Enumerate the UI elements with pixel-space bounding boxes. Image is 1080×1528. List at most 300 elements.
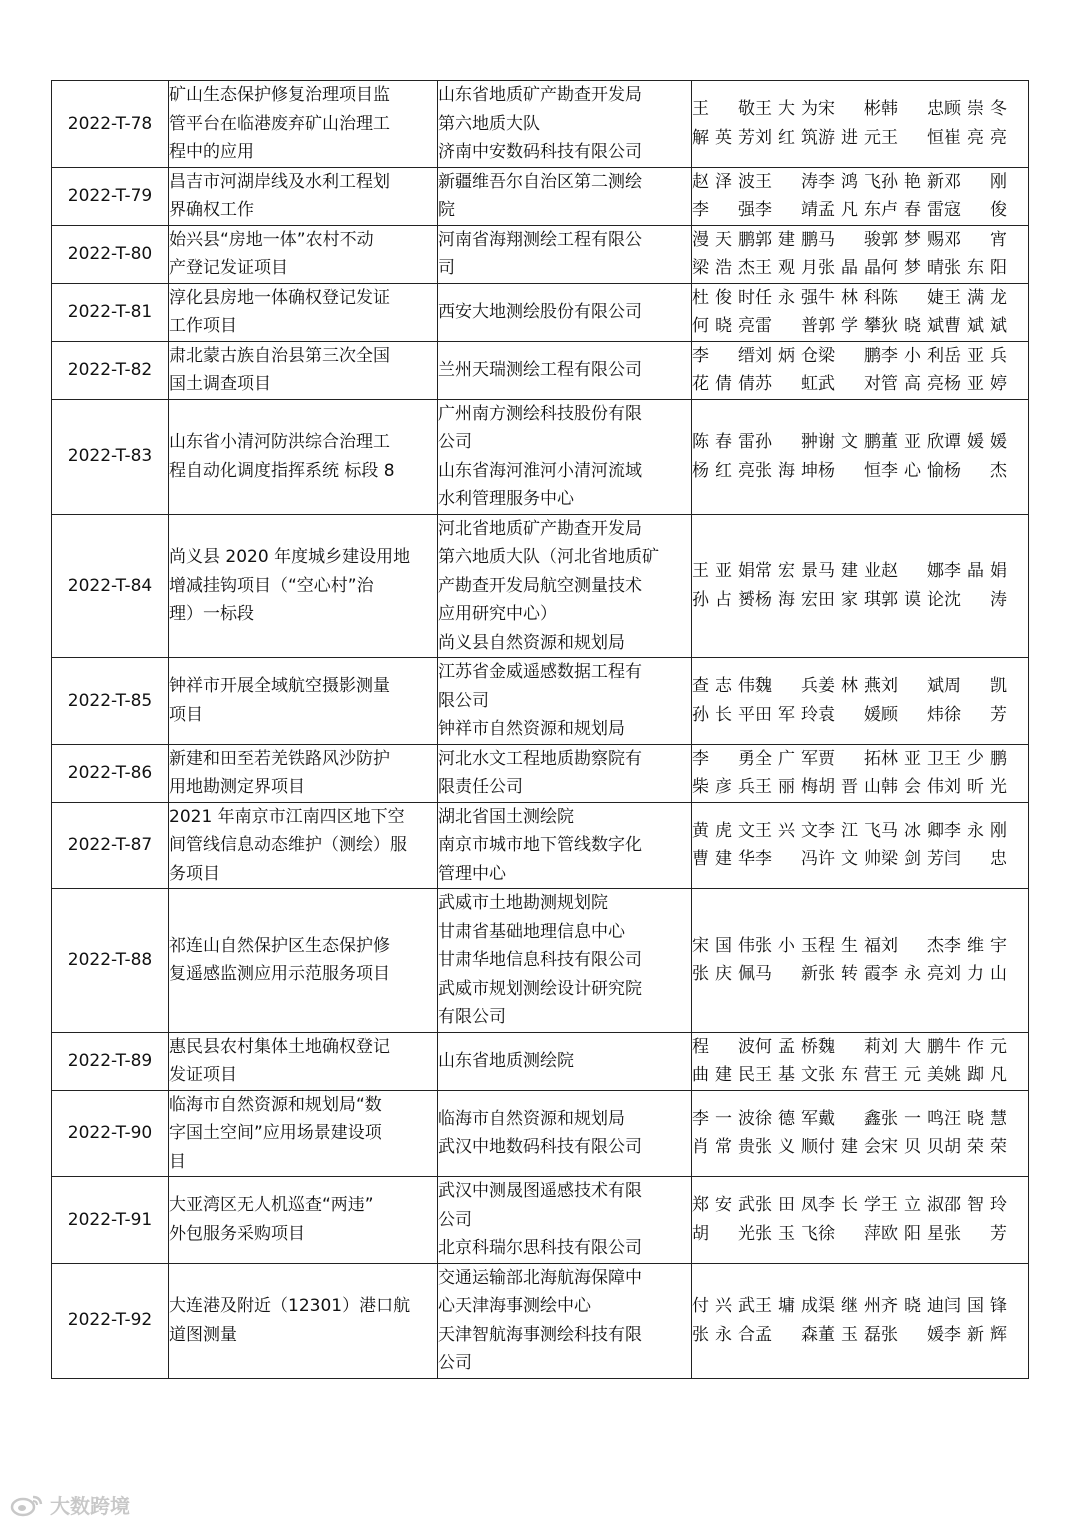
personnel [692,341,1029,399]
organization-line: 管理中心 [438,863,506,884]
person-name: 王 恒 [881,127,944,148]
person-name: 武 对 [818,374,881,394]
organizations [438,225,692,283]
project-name [169,1177,438,1264]
organization-line: 武汉中地数码科技有限公司 [438,1137,642,1158]
project-name-line: 程中的应用 [169,142,254,162]
personnel-line [692,1321,1028,1350]
personnel [692,744,1029,802]
award-id: 2022-T-81 [52,283,169,341]
person-name: 姜林燕 [818,676,881,697]
person-name: 张义顺 [755,1137,818,1158]
person-name: 黄虎文 [692,820,755,841]
person-name: 宋贝贝 [881,1137,944,1158]
person-name: 杨海宏 [755,589,818,610]
person-name: 寇 俊 [944,200,1007,220]
person-name: 王观月 [755,258,818,278]
organization-line: 公司 [438,1353,472,1373]
person-name: 魏 兵 [755,676,818,697]
person-name: 游进元 [818,127,881,148]
person-name: 王少鹏 [944,748,1007,769]
table-row [52,283,1029,341]
personnel-line [692,1292,1028,1321]
award-id: 2022-T-91 [52,1177,169,1264]
person-name: 韩 忠 [881,99,944,120]
person-name: 孟 森 [755,1324,818,1345]
person-name: 周 凯 [944,676,1007,697]
organization-line: 南京市城市地下管线数字化 [438,835,642,855]
person-name: 刘 杰 [881,935,944,956]
person-name: 杨 恒 [818,460,881,481]
organizations [438,658,692,745]
award-id: 2022-T-92 [52,1263,169,1378]
personnel-line [692,428,1028,457]
person-name: 姚踋凡 [944,1065,1007,1085]
person-name: 梁 鹏 [818,345,881,366]
person-name: 孙长平 [692,704,755,725]
person-name: 刘大鹏 [881,1036,944,1057]
person-name: 杨红亮 [692,460,755,481]
project-name [169,1263,438,1378]
watermark-text: 大数跨境 [50,1494,130,1518]
person-name: 孙占赟 [692,589,755,610]
project-name-line: 理）一标段 [169,604,254,624]
organization-line: 院 [438,200,455,220]
person-name: 解英芳 [692,127,755,148]
award-table [51,80,1029,1379]
person-name: 胡晋山 [818,777,881,797]
person-name: 张东营 [818,1065,881,1085]
personnel [692,1090,1029,1177]
person-name: 王丽梅 [755,777,818,797]
project-name-line: 惠民县农村集体土地确权登记 [169,1036,390,1057]
person-name: 李 冯 [755,849,818,870]
person-name: 张 媛 [881,1324,944,1345]
person-name: 郑安武 [692,1195,755,1216]
project-name [169,167,438,225]
project-name-line: 矿山生态保护修复治理项目监 [169,85,390,105]
person-name: 管高亮 [881,374,944,394]
person-name: 田军玲 [755,704,818,725]
person-name: 马 骏 [818,229,881,250]
person-name: 梁剑芳 [881,849,944,870]
person-name: 查志伟 [692,676,755,697]
person-name: 谢文鹏 [818,432,881,452]
person-name: 崔亮亮 [944,127,1007,148]
organization-line: 产勘查开发局航空测量技术 [438,575,642,596]
award-id: 2022-T-85 [52,658,169,745]
organization-line: 钟祥市自然资源和规划局 [438,719,625,739]
personnel [692,283,1029,341]
person-name: 贾 拓 [818,748,881,769]
organization-line: 应用研究中心） [438,604,557,624]
person-name: 花倩倩 [692,374,755,394]
organizations [438,1090,692,1177]
person-name: 马 新 [755,964,818,985]
person-name: 渠继州 [818,1296,881,1316]
personnel-line [692,284,1028,313]
person-name: 王 敬 [692,99,755,120]
personnel-line [692,932,1028,961]
person-name: 张晶晶 [818,258,881,278]
organization-line: 公司 [438,432,472,452]
personnel-line [692,960,1028,989]
weibo-logo-icon [10,1493,44,1517]
project-name [169,399,438,514]
person-name: 闫国锋 [944,1296,1007,1316]
organization-line: 河南省海翔测绘工程有限公 [438,229,642,250]
person-name: 卢春雷 [881,200,944,220]
personnel-line [692,817,1028,846]
person-name: 郭谟论 [881,589,944,610]
organization-line: 甘肃省基础地理信息中心 [438,921,625,942]
person-name: 王墉成 [755,1296,818,1316]
project-name-line: 尚义县 2020 年度城乡建设用地 [169,547,411,567]
personnel-line [692,1061,1028,1090]
organization-line: 尚义县自然资源和规划局 [438,632,625,653]
project-name-line: 国土调查项目 [169,374,271,394]
organization-line: 甘肃华地信息科技有限公司 [438,950,642,970]
award-id: 2022-T-83 [52,399,169,514]
award-id: 2022-T-79 [52,167,169,225]
person-name: 董亚欣 [881,432,944,452]
person-name: 徐德军 [755,1108,818,1129]
organization-line: 武威市规划测绘设计研究院 [438,978,642,999]
personnel [692,802,1029,889]
project-name [169,514,438,658]
person-name: 孟凡东 [818,200,881,220]
person-name: 李永亮 [881,964,944,985]
project-name [169,658,438,745]
person-name: 常宏景 [755,561,818,582]
project-name-line: 山东省小清河防洪综合治理工 [169,432,390,452]
project-name-line: 淳化县房地一体确权登记发证 [169,287,390,308]
person-name: 赵泽波 [692,171,755,192]
table-row [52,802,1029,889]
table-row [52,81,1029,168]
person-name: 袁 媛 [818,704,881,725]
award-id: 2022-T-78 [52,81,169,168]
person-name: 王大为 [755,99,818,120]
organization-line: 限责任公司 [438,777,523,797]
person-name: 张转霞 [818,964,881,985]
person-name: 李心愉 [881,460,944,481]
person-name: 杨亚婷 [944,374,1007,394]
watermark [10,1490,130,1519]
person-name: 闫 忠 [944,849,1007,870]
person-name: 李 缙 [692,345,755,366]
organizations [438,1263,692,1378]
person-name: 何孟桥 [755,1036,818,1057]
person-name: 张 芳 [944,1223,1007,1244]
person-name: 张永合 [692,1324,755,1345]
person-name: 戴 鑫 [818,1108,881,1129]
table-row [52,1032,1029,1090]
person-name: 狄晓斌 [881,316,944,336]
award-id: 2022-T-80 [52,225,169,283]
person-name: 刘力山 [944,964,1007,985]
person-name: 柴彦兵 [692,777,755,797]
person-name: 何梦晴 [881,258,944,278]
project-name [169,81,438,168]
person-name: 王基文 [755,1065,818,1085]
person-name: 张东阳 [944,258,1007,278]
person-name: 张小玉 [755,935,818,956]
person-name: 韩会伟 [881,777,944,797]
organizations [438,889,692,1033]
personnel-line [692,168,1028,197]
person-name: 牛林科 [818,287,881,308]
person-name: 付兴武 [692,1296,755,1316]
project-name [169,225,438,283]
project-name [169,802,438,889]
organizations [438,744,692,802]
person-name: 张田凤 [755,1195,818,1216]
personnel [692,167,1029,225]
project-name-line: 临海市自然资源和规划局“数 [169,1094,382,1115]
organization-line: 限公司 [438,690,489,711]
table-row [52,1177,1029,1264]
person-name: 张玉飞 [755,1223,818,1244]
project-name-line: 产登记发证项目 [169,258,288,278]
personnel-line [692,773,1028,802]
personnel-line [692,254,1028,283]
person-name: 李鸿飞 [818,171,881,192]
table-row [52,1090,1029,1177]
person-name: 雷 普 [755,316,818,336]
organization-line: 山东省地质测绘院 [438,1050,574,1071]
organization-line: 西安大地测绘股份有限公司 [438,301,642,322]
project-name-line: 复遥感监测应用示范服务项目 [169,964,390,985]
organization-line: 江苏省金威遥感数据工程有 [438,662,642,682]
personnel-line [692,124,1028,153]
person-name: 李新辉 [944,1324,1007,1345]
person-name: 李晶娟 [944,561,1007,582]
project-name-line: 2021 年南京市江南四区地下空 [169,806,405,827]
organization-line: 天津智航海事测绘科技有限 [438,1324,642,1345]
person-name: 林亚卫 [881,748,944,769]
person-name: 邓 刚 [944,171,1007,192]
person-name: 李 勇 [692,748,755,769]
personnel-line [692,342,1028,371]
person-name: 沈 涛 [944,589,1007,610]
person-name: 许文帅 [818,849,881,870]
person-name: 程生福 [818,935,881,956]
project-name-line: 发证项目 [169,1065,237,1085]
personnel-line [692,1033,1028,1062]
organization-line: 山东省海河淮河小清河流域 [438,460,642,481]
person-name: 全广军 [755,748,818,769]
person-name: 李小利 [881,345,944,366]
person-name: 欧阳星 [881,1223,944,1244]
personnel [692,1177,1029,1264]
table-row [52,225,1029,283]
personnel [692,399,1029,514]
project-name-line: 程自动化调度指挥系统 标段 8 [169,460,395,481]
organization-line: 有限公司 [438,1007,506,1027]
organization-line: 新疆维吾尔自治区第二测绘 [438,171,642,192]
person-name: 孙 翀 [755,432,818,452]
organization-line: 广州南方测绘科技股份有限 [438,403,642,424]
person-name: 孙艳新 [881,171,944,192]
person-name: 刘昕光 [944,777,1007,797]
organization-line: 第六地质大队（河北省地质矿 [438,547,659,567]
person-name: 郭梦赐 [881,229,944,250]
project-name-line: 道图测量 [169,1324,237,1345]
project-name-line: 工作项目 [169,316,237,336]
person-name: 徐 萍 [818,1223,881,1244]
award-id: 2022-T-90 [52,1090,169,1177]
organization-line: 第六地质大队 [438,113,540,134]
person-name: 任永强 [755,287,818,308]
project-name-line: 增减挂钩项目（“空心村”治 [169,575,374,596]
person-name: 王立淑 [881,1195,944,1216]
project-name-line: 间管线信息动态维护（测绘）服 [169,835,407,855]
table-row [52,658,1029,745]
person-name: 邓 宵 [944,229,1007,250]
person-name: 徐 芳 [944,704,1007,725]
person-name: 陈春雷 [692,432,755,452]
personnel-line [692,95,1028,124]
project-name-line: 钟祥市开展全域航空摄影测量 [169,676,390,697]
award-id: 2022-T-87 [52,802,169,889]
project-name-line: 肃北蒙古族自治县第三次全国 [169,345,390,366]
person-name: 漫天鹏 [692,229,755,250]
organizations [438,399,692,514]
person-name: 曲建民 [692,1065,755,1085]
person-name: 田家琪 [818,589,881,610]
table-row [52,1263,1029,1378]
person-name: 李 靖 [755,200,818,220]
personnel [692,1263,1029,1378]
person-name: 李永刚 [944,820,1007,841]
person-name: 陈 婕 [881,287,944,308]
person-name: 郭学攀 [818,316,881,336]
person-name: 曹斌斌 [944,316,1007,336]
personnel [692,658,1029,745]
project-name-line: 新建和田至若羌铁路风沙防护 [169,748,390,769]
personnel-line [692,1105,1028,1134]
person-name: 魏 莉 [818,1036,881,1057]
person-name: 董玉磊 [818,1324,881,1345]
project-name [169,744,438,802]
personnel [692,225,1029,283]
person-name: 肖常贵 [692,1137,755,1158]
person-name: 胡 光 [692,1223,755,1244]
person-name: 苏 虹 [755,374,818,394]
organization-line: 交通运输部北海航海保障中 [438,1267,642,1288]
organizations [438,1177,692,1264]
table-row [52,167,1029,225]
organization-line: 湖北省国土测绘院 [438,806,574,827]
personnel [692,81,1029,168]
organization-line: 山东省地质矿产勘查开发局 [438,85,642,105]
organization-line: 临海市自然资源和规划局 [438,1108,625,1129]
personnel-line [692,745,1028,774]
project-name [169,341,438,399]
personnel-line [692,457,1028,486]
award-id: 2022-T-82 [52,341,169,399]
person-name: 李维宇 [944,935,1007,956]
personnel-line [692,312,1028,341]
organization-line: 心天津海事测绘中心 [438,1296,591,1316]
person-name: 李江飞 [818,820,881,841]
person-name: 张一鸣 [881,1108,944,1129]
personnel-line [692,226,1028,255]
personnel-line [692,1220,1028,1249]
person-name: 梁浩杰 [692,258,755,278]
person-name: 岳亚兵 [944,345,1007,366]
organization-line: 武汉中测晟图遥感技术有限 [438,1181,642,1201]
organization-line: 兰州天瑞测绘工程有限公司 [438,359,642,380]
person-name: 宋国伟 [692,935,755,956]
person-name: 邵智玲 [944,1195,1007,1216]
project-name-line: 字国土空间”应用场景建设项 [169,1123,382,1143]
person-name: 李 强 [692,200,755,220]
table-row [52,399,1029,514]
project-name-line: 祁连山自然保护区生态保护修 [169,935,390,956]
project-name-line: 始兴县“房地一体”农村不动 [169,229,374,250]
person-name: 张庆佩 [692,964,755,985]
person-name: 谭媛媛 [944,432,1007,452]
person-name: 王亚娟 [692,561,755,582]
organizations [438,81,692,168]
project-name-line: 大亚湾区无人机巡查“两违” [169,1195,374,1216]
organizations [438,802,692,889]
personnel [692,889,1029,1033]
table-row [52,889,1029,1033]
person-name: 顾崇冬 [944,99,1007,120]
personnel-line [692,370,1028,399]
person-name: 胡荣荣 [944,1137,1007,1158]
organizations [438,341,692,399]
project-name-line: 昌吉市河湖岸线及水利工程划 [169,171,390,192]
personnel-line [692,1133,1028,1162]
project-name-line: 项目 [169,704,203,725]
table-row [52,514,1029,658]
person-name: 王 涛 [755,171,818,192]
table-row [52,744,1029,802]
project-name-line: 外包服务采购项目 [169,1223,305,1244]
person-name: 刘红筑 [755,127,818,148]
person-name: 马冰卿 [881,820,944,841]
person-name: 顾 炜 [881,704,944,725]
person-name: 张海坤 [755,460,818,481]
person-name: 何晓亮 [692,316,755,336]
person-name: 杨 杰 [944,460,1007,481]
person-name: 宋 彬 [818,99,881,120]
project-name [169,1090,438,1177]
personnel-line [692,672,1028,701]
organizations [438,514,692,658]
project-name-line: 目 [169,1151,186,1172]
organization-line: 武威市土地勘测规划院 [438,893,608,913]
personnel [692,1032,1029,1090]
award-id: 2022-T-89 [52,1032,169,1090]
project-name-line: 大连港及附近（12301）港口航 [169,1296,411,1316]
personnel-line [692,586,1028,615]
person-name: 曹建华 [692,849,755,870]
person-name: 汪晓慧 [944,1108,1007,1129]
organization-line: 水利管理服务中心 [438,489,574,509]
person-name: 郭建鹏 [755,229,818,250]
project-name-line: 务项目 [169,863,220,884]
table-row [52,341,1029,399]
personnel-line [692,701,1028,730]
person-name: 王兴文 [755,820,818,841]
person-name: 李一波 [692,1108,755,1129]
personnel [692,514,1029,658]
